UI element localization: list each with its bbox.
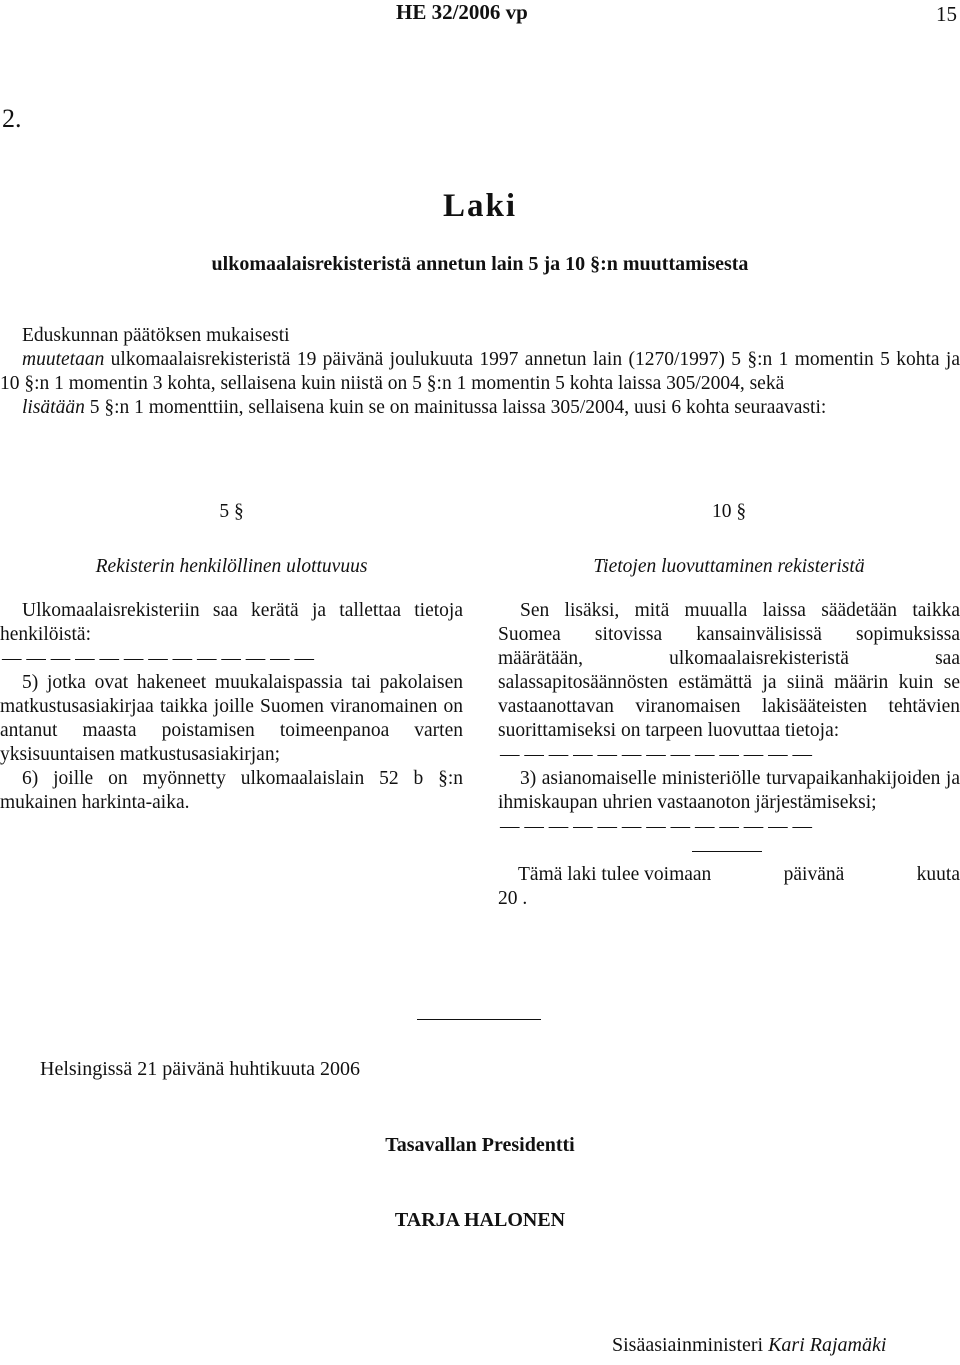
separator-rule (417, 1019, 541, 1020)
omission-marker: — — — — — — — — — — — — — (2, 648, 314, 669)
section-5-number: 5 § (219, 501, 244, 522)
section-number: 2. (2, 104, 22, 133)
minister-signature (612, 1334, 886, 1357)
minister-name: Kari Rajamäki (768, 1334, 887, 1356)
amend-text: ulkomaalaisrekisteristä 19 päivänä joulukuuta 1997 annetun lain (1270/1997) 5 §:n 1 momentin 5 kohta ja 10 §:n 1 momentin 3 kohta, sellaisena kuin niistä on 5 §:n 1 momentin 5 kohta laissa 305/2004, sekä (0, 349, 960, 394)
preamble (0, 324, 960, 420)
section-10-number: 10 § (711, 501, 747, 522)
section-10-item-3: 3) asianomaiselle ministeriölle turvapaikanhakijoiden ja ihmiskaupan uhrien vastaanoton järjestämiseksi; (498, 768, 960, 813)
omission-marker-after: — — — — — — — — — — — — — (500, 816, 812, 837)
section-5-column (0, 500, 463, 815)
section-10-title: Tietojen luovuttaminen rekisteristä (593, 556, 865, 577)
add-keyword: lisätään (22, 397, 85, 418)
section-5-intro: Ulkomaalaisrekisteriin saa kerätä ja tallettaa tietoja henkilöistä: (0, 600, 463, 645)
page-number: 15 (936, 2, 957, 26)
president-title: Tasavallan Presidentti (385, 1134, 575, 1156)
amend-clause (0, 348, 960, 396)
law-title: Laki (442, 188, 518, 224)
entry-into-force-part-2: päivänä (783, 864, 845, 885)
end-of-provisions (498, 839, 960, 863)
entry-into-force-part-1: Tämä laki tulee voimaan (518, 864, 712, 885)
add-clause (0, 396, 960, 420)
amend-keyword: muutetaan (22, 349, 105, 370)
section-5-item-5: 5) jotka ovat hakeneet muukalaispassia tai pakolaisen matkustusasiakirjaa taikka joille Suomen viranomainen on antanut maasta poistamisen toimeenpanoa varten yksisuuntaisen matkustusasiakirjan; (0, 672, 463, 765)
law-subtitle: ulkomaalaisrekisteristä annetun lain 5 ja 10 §:n muuttamisesta (211, 253, 749, 275)
omission-marker-before: — — — — — — — — — — — — — (500, 744, 812, 765)
section-5-item-6: 6) joille on myönnetty ulkomaalaislain 52 b §:n mukainen harkinta-aika. (0, 768, 463, 813)
section-5-title: Rekisterin henkilöllinen ulottuvuus (95, 556, 368, 577)
add-text: 5 §:n 1 momenttiin, sellaisena kuin se on mainitussa laissa 305/2004, uusi 6 kohta seuraavasti: (84, 397, 827, 418)
place-and-date: Helsingissä 21 päivänä huhtikuuta 2006 (40, 1058, 360, 1080)
section-10-intro: Sen lisäksi, mitä muualla laissa säädetään taikka Suomea sitovissa kansainvälisissä sopimuksissa määrätään, ulkomaalaisrekisteristä saa salassapitosäännösten estämättä ja siinä määrin kuin se vastaanottavan viranomaisen lakisääteisten tehtävien suorittamiseksi on tarpeen luovuttaa tietoja: (498, 600, 960, 741)
president-name: TARJA HALONEN (394, 1209, 566, 1231)
section-10-column (498, 500, 960, 911)
entry-into-force (498, 863, 960, 887)
entry-into-force-year: 20 . (498, 888, 528, 909)
minister-role: Sisäasiainministeri (612, 1334, 764, 1356)
document-reference: HE 32/2006 vp (396, 0, 528, 24)
entry-into-force-part-3: kuuta (916, 864, 960, 885)
enacting-clause: Eduskunnan päätöksen mukaisesti (22, 325, 290, 346)
end-rule (692, 851, 762, 852)
